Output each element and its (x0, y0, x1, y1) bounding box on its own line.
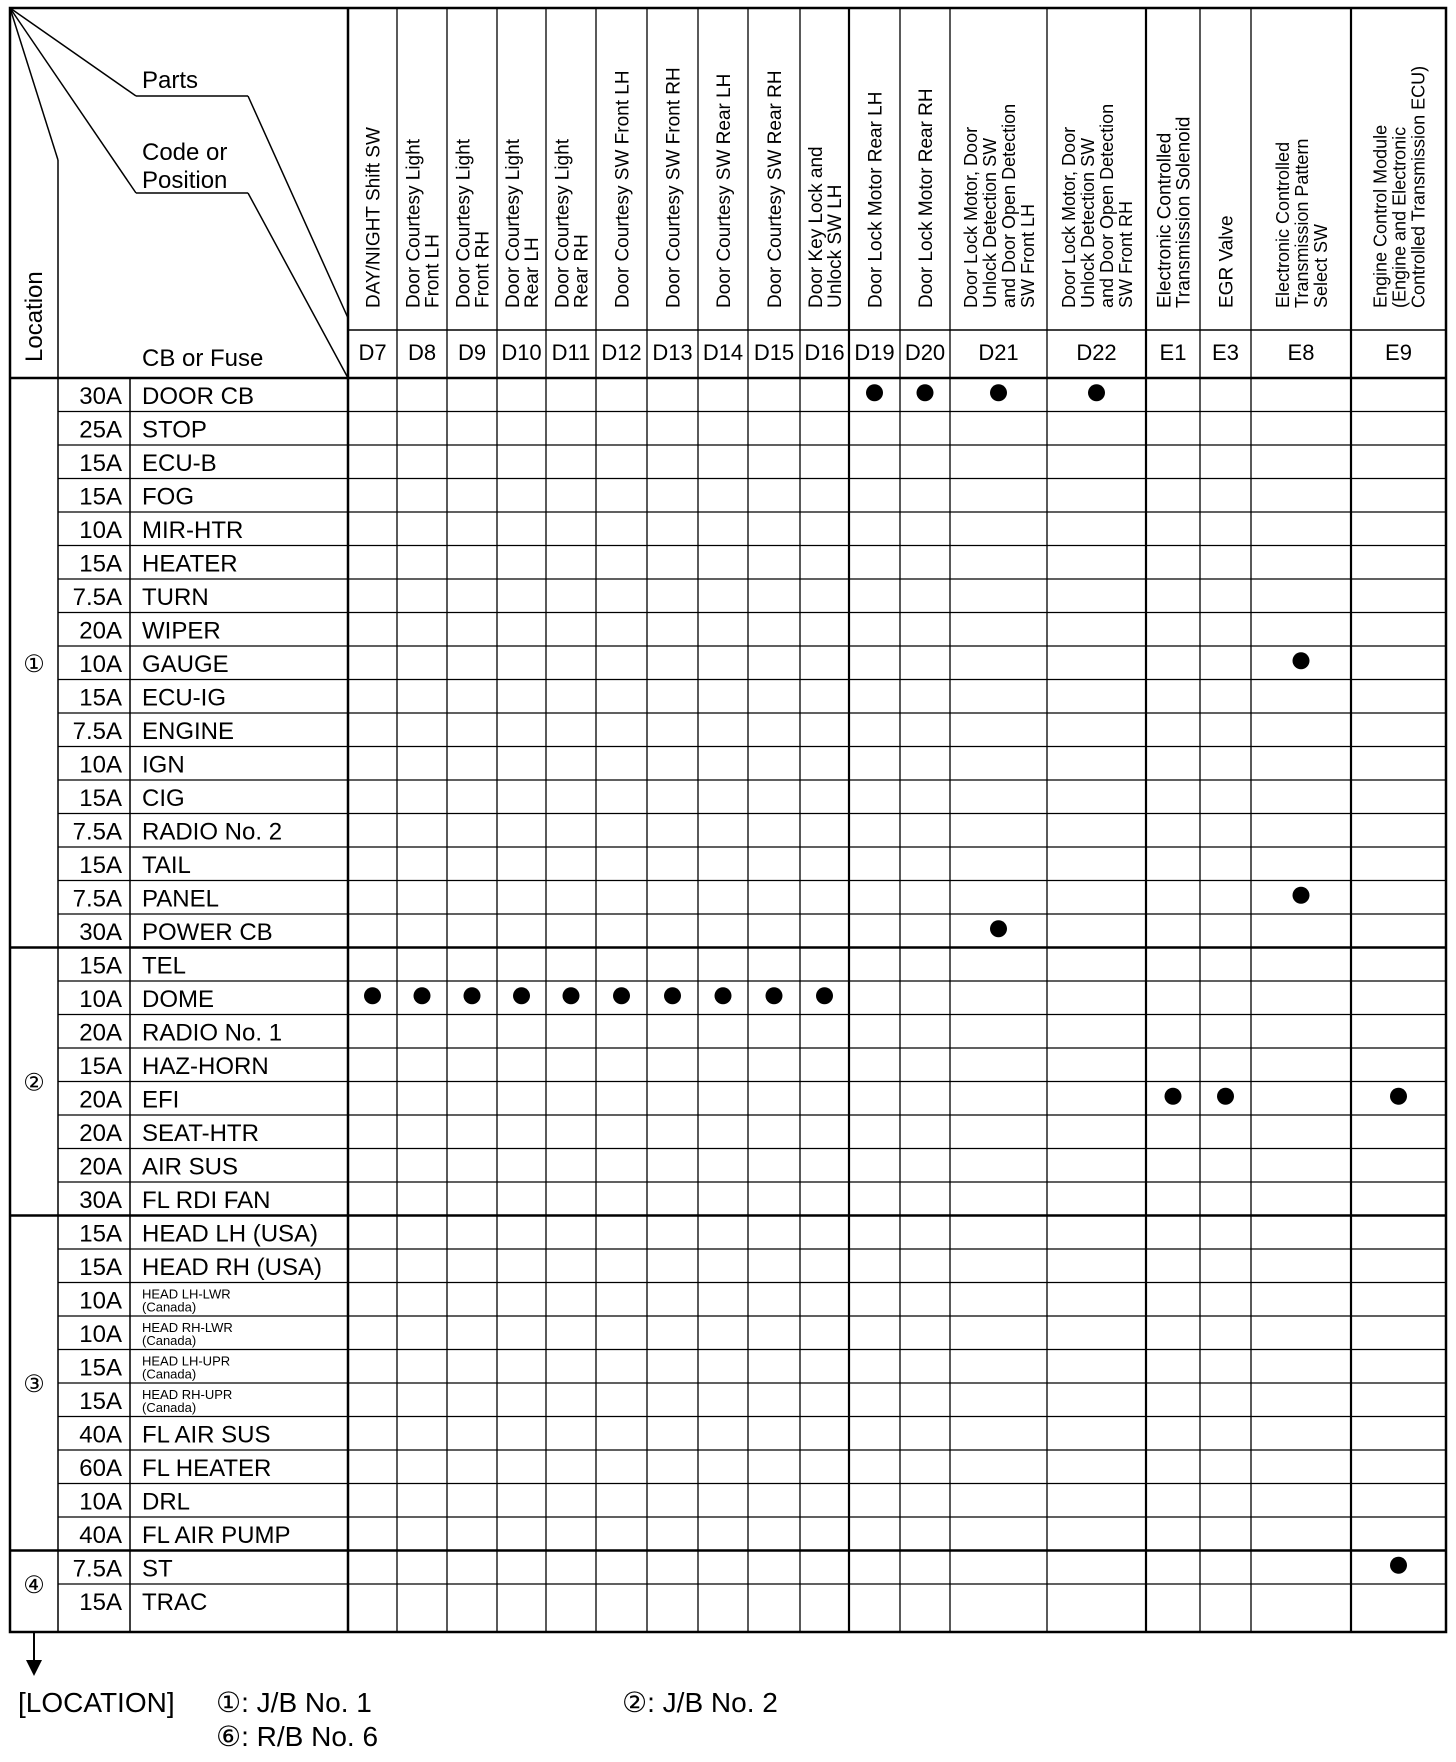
fuse-name: TEL (142, 952, 187, 980)
fuse-name: CIG (142, 784, 185, 812)
fuse-amperage: 30A (79, 918, 122, 946)
column-label: Door Courtesy Light (552, 139, 574, 308)
fuse-amperage: 20A (79, 1019, 122, 1047)
column-label: Unlock Detection SW (1078, 137, 1098, 308)
column-label: SW Front LH (1018, 203, 1038, 308)
fuse-name: FL AIR PUMP (142, 1521, 291, 1549)
column-label: DAY/NIGHT Shift SW (363, 127, 385, 308)
fuse-amperage: 15A (79, 1253, 122, 1281)
column-code: D21 (978, 340, 1019, 365)
fuse-name: FL HEATER (142, 1454, 272, 1482)
column-label: and Door Open Detection (1097, 103, 1117, 308)
corner-location-label: Location (21, 271, 48, 362)
column-label: Electronic Controlled (1154, 132, 1176, 308)
usage-dot (766, 987, 783, 1004)
fuse-amperage: 20A (79, 1153, 122, 1181)
fuse-name: RADIO No. 1 (142, 1019, 283, 1047)
usage-dot (1165, 1088, 1182, 1105)
usage-dot (1390, 1088, 1407, 1105)
column-code: D11 (551, 340, 591, 365)
column-code: D22 (1076, 340, 1117, 365)
column-code: D15 (753, 340, 795, 365)
fuse-name: ECU-B (142, 449, 217, 477)
fuse-name: HEAD RH (USA) (142, 1253, 323, 1281)
legend-item-jb2: ②: J/B No. 2 (622, 1687, 778, 1718)
usage-dot (1293, 652, 1310, 669)
column-label: Electronic Controlled (1273, 141, 1293, 308)
column-label: Transmission Solenoid (1173, 116, 1195, 308)
column-label: Transmission Pattern (1292, 138, 1312, 308)
fuse-name: FL AIR SUS (142, 1421, 271, 1449)
usage-dot (1293, 887, 1310, 904)
fuse-name: DRL (142, 1488, 191, 1516)
fuse-name: HEAD RH-UPR (142, 1386, 233, 1402)
legend-title: [LOCATION] (18, 1687, 175, 1718)
location-symbol: ① (23, 650, 45, 678)
fuse-amperage: 10A (79, 1488, 122, 1516)
fuse-name-sub: (Canada) (142, 1399, 197, 1415)
fuse-amperage: 15A (79, 1052, 122, 1080)
corner-position-label: Position (142, 167, 228, 194)
column-label: and Door Open Detection (999, 103, 1019, 308)
fuse-name-sub: (Canada) (142, 1299, 197, 1315)
usage-dot (1217, 1088, 1234, 1105)
fuse-amperage: 7.5A (72, 1555, 122, 1583)
column-label: EGR Valve (1216, 215, 1238, 308)
usage-dot (715, 987, 732, 1004)
column-label: SW Front RH (1116, 200, 1136, 308)
column-label: Rear RH (571, 234, 593, 308)
column-label: Front RH (472, 230, 494, 308)
fuse-amperage: 15A (79, 851, 122, 879)
fuse-amperage: 30A (79, 382, 122, 410)
column-label: Front LH (422, 234, 444, 308)
column-code: D9 (457, 340, 487, 365)
column-code: D13 (652, 340, 693, 365)
column-code: E9 (1385, 340, 1412, 365)
column-label: Unlock Detection SW (980, 137, 1000, 308)
fuse-name: TRAC (142, 1588, 208, 1616)
column-label: Door Key Lock and (806, 146, 827, 308)
fuse-name: TAIL (142, 851, 191, 879)
fuse-name: HEAD LH-LWR (142, 1286, 231, 1302)
usage-dot (563, 987, 580, 1004)
usage-dot (464, 987, 481, 1004)
column-label: Door Lock Motor, Door (1059, 126, 1079, 308)
column-label: Door Courtesy Light (503, 139, 524, 308)
usage-dot (990, 384, 1007, 401)
column-code: D14 (702, 340, 744, 365)
fuse-name: DOME (142, 985, 214, 1013)
fuse-amperage: 10A (79, 985, 122, 1013)
fuse-name-sub: (Canada) (142, 1366, 197, 1382)
fuse-amperage: 15A (79, 1354, 122, 1382)
column-label: Select SW (1311, 223, 1331, 308)
legend-item-jb1: ①: J/B No. 1 (216, 1687, 372, 1718)
fuse-name: WIPER (142, 617, 221, 645)
fuse-name: STOP (142, 416, 207, 444)
fuse-amperage: 10A (79, 1320, 122, 1348)
column-code: E3 (1212, 340, 1239, 365)
fuse-amperage: 15A (79, 684, 122, 712)
fuse-amperage: 25A (79, 416, 122, 444)
usage-dot (613, 987, 630, 1004)
fuse-name: ECU-IG (142, 684, 226, 712)
fuse-amperage: 60A (79, 1454, 122, 1482)
column-label: Door Courtesy SW Front RH (663, 67, 685, 308)
fuse-amperage: 20A (79, 1086, 122, 1114)
column-label: Rear LH (522, 237, 543, 308)
legend-item-rb6: ⑥: R/B No. 6 (216, 1721, 379, 1752)
fuse-amperage: 15A (79, 1588, 122, 1616)
column-label: Door Courtesy SW Front LH (612, 70, 634, 308)
fuse-name: HEAD LH (USA) (142, 1220, 319, 1248)
column-label: Controlled Transmission ECU) (1408, 65, 1429, 308)
column-code: E1 (1159, 340, 1187, 365)
corner-code-label: Code or (142, 139, 228, 166)
fuse-name: HAZ-HORN (142, 1052, 269, 1080)
fuse-amperage: 10A (79, 516, 122, 544)
fuse-name: PANEL (142, 885, 219, 913)
fuse-name: POWER CB (142, 918, 273, 946)
corner-parts-label: Parts (142, 67, 199, 94)
fuse-amperage: 15A (79, 1220, 122, 1248)
fuse-name: HEAD LH-UPR (142, 1353, 231, 1369)
fuse-name: ENGINE (142, 717, 235, 745)
location-symbol: ③ (23, 1371, 45, 1398)
fuse-amperage: 15A (79, 449, 122, 477)
column-label: Door Courtesy Light (403, 139, 425, 308)
usage-dot (917, 384, 934, 401)
corner-fuse-label: CB or Fuse (142, 345, 264, 372)
fuse-name: RADIO No. 2 (142, 818, 283, 846)
usage-dot (364, 987, 381, 1004)
fuse-name-sub: (Canada) (142, 1332, 197, 1348)
column-label: Door Lock Motor Rear LH (865, 91, 887, 308)
fuse-name: FOG (142, 483, 194, 511)
column-label: Door Courtesy Light (453, 139, 475, 308)
usage-dot (1088, 384, 1105, 401)
column-code: D16 (804, 340, 845, 365)
fuse-amperage: 7.5A (72, 818, 122, 846)
corner-diagonal (10, 8, 136, 96)
usage-dot (990, 920, 1007, 937)
column-label: Door Lock Motor Rear RH (916, 88, 937, 308)
fuse-amperage: 7.5A (72, 583, 122, 611)
fuse-name: ST (142, 1555, 173, 1583)
fuse-amperage: 20A (79, 617, 122, 645)
fuse-amperage: 15A (79, 1387, 122, 1415)
fuse-amperage: 7.5A (72, 885, 122, 913)
fuse-amperage: 15A (79, 784, 122, 812)
column-label: Door Courtesy SW Rear LH (714, 73, 735, 308)
column-code: E8 (1287, 340, 1315, 365)
fuse-amperage: 30A (79, 1186, 122, 1214)
fuse-amperage: 10A (79, 650, 122, 678)
column-code: D10 (501, 340, 542, 365)
corner-diagonal (10, 8, 58, 160)
usage-dot (866, 384, 883, 401)
usage-dot (414, 987, 431, 1004)
column-code: D7 (358, 340, 387, 365)
usage-dot (513, 987, 530, 1004)
usage-dot (664, 987, 681, 1004)
fuse-amperage: 40A (79, 1521, 122, 1549)
fuse-amperage: 10A (79, 1287, 122, 1315)
fuse-name: FL RDI FAN (142, 1186, 271, 1214)
fuse-amperage: 15A (79, 483, 122, 511)
fuse-name: MIR-HTR (142, 516, 244, 544)
fuse-name: GAUGE (142, 650, 229, 678)
fuse-amperage: 15A (79, 550, 122, 578)
column-code: D8 (407, 340, 437, 365)
fuse-name: TURN (142, 583, 209, 611)
column-code: D12 (601, 340, 642, 365)
usage-dot (1390, 1557, 1407, 1574)
location-symbol: ④ (23, 1572, 45, 1599)
column-label: Door Courtesy SW Rear RH (765, 70, 786, 308)
column-label: (Engine and Electronic (1389, 126, 1410, 308)
location-arrow-head (26, 1660, 42, 1676)
column-code: D19 (854, 340, 895, 365)
fuse-name: SEAT-HTR (142, 1119, 259, 1147)
fuse-name: IGN (142, 751, 185, 779)
fuse-name: HEATER (142, 550, 238, 578)
usage-dot (816, 987, 833, 1004)
fuse-amperage: 15A (79, 952, 122, 980)
fuse-amperage: 10A (79, 751, 122, 779)
fuse-amperage: 7.5A (72, 717, 122, 745)
column-label: Engine Control Module (1370, 124, 1391, 308)
fuse-name: AIR SUS (142, 1153, 239, 1181)
fuse-name: DOOR CB (142, 382, 255, 410)
fuse-amperage: 40A (79, 1421, 122, 1449)
column-label: Door Lock Motor, Door (961, 126, 981, 308)
fuse-name: EFI (142, 1086, 180, 1114)
column-label: Unlock SW LH (825, 184, 846, 308)
location-symbol: ② (23, 1069, 45, 1097)
corner-diagonal (10, 8, 136, 193)
fuse-name: HEAD RH-LWR (142, 1319, 233, 1335)
column-code: D20 (904, 340, 946, 365)
fuse-amperage: 20A (79, 1119, 122, 1147)
